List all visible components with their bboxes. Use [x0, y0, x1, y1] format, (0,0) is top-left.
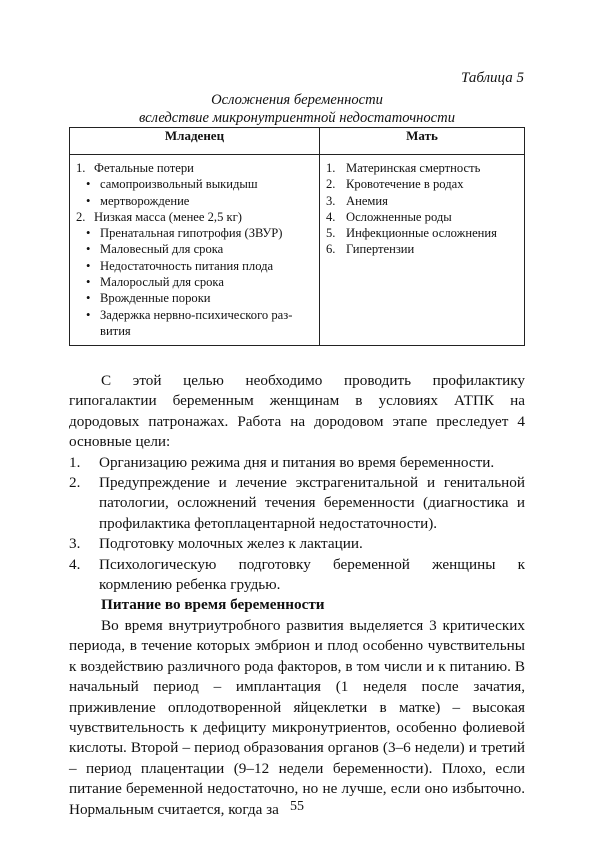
paragraph-nutrition: Во время внутриутробного развития выделяется 3 критических периода, в течение которых эмбрион и плод особенно чувствительны к воздействию различного рода факторов, в том числи и к питанию. В начальный период – имплантация (1 неделя после зачатия, приживление оплодотворенной яйцеклетки в матке) – высокая чувствительность к дефициту микронутриентов, особенно фолиевой кислоты. Второй – период образования органов (3–6 недели) и третий – период плацентации (9–12 недели беременности). Плохо, если питание беременной недостаточно, но не лучше, если оно избыточно. Нормальным считается, когда за	[69, 616, 525, 818]
list-item	[76, 225, 313, 241]
list-number: 1.	[69, 453, 81, 471]
list-number: 2.	[69, 474, 81, 492]
infant-group-2	[76, 209, 313, 225]
list-item-text: Предупреждение и лечение экстрагенитальной и генитальной патологии, осложнений течения беременности (диагностика и профилактика фетоплацентарной недостаточности).	[99, 474, 525, 532]
list-item	[326, 160, 518, 176]
complications-table	[69, 127, 525, 346]
list-number: 2.	[76, 209, 86, 224]
goals-list	[69, 453, 525, 596]
list-item-text: вития	[100, 323, 131, 338]
list-item	[76, 274, 313, 290]
list-item-text: Анемия	[346, 193, 388, 208]
list-item-text: Организацию режима дня и питания во время беременности.	[99, 453, 495, 471]
list-item	[76, 241, 313, 257]
table-header-row	[70, 128, 525, 155]
list-item	[326, 176, 518, 192]
section-heading: Питание во время беременности	[101, 596, 325, 614]
list-number: 4.	[69, 555, 81, 573]
list-item	[326, 241, 518, 257]
infant-group-2-bullets	[76, 225, 313, 339]
paragraph-intro: С этой целью необходимо проводить профилактику гипогалактии беременным женщинам в условиях АТПК на дородовых патронажах. Работа на дородовом этапе преследует 4 основные цели:	[69, 372, 525, 451]
list-item-text: Гипертензии	[346, 242, 415, 257]
bullet-icon: •	[86, 258, 91, 273]
list-number: 3.	[326, 193, 336, 208]
list-number: 3.	[69, 535, 81, 553]
list-item-text: Материнская смертность	[346, 161, 481, 175]
body-text	[69, 371, 525, 820]
bullet-icon: •	[86, 307, 91, 322]
list-item	[69, 473, 525, 534]
list-number: 5.	[326, 226, 336, 241]
list-number: 1.	[76, 161, 86, 175]
list-item	[69, 555, 525, 596]
list-item-text: Задержка нервно-психического раз-	[100, 307, 293, 322]
list-item-text: Низкая масса (менее 2,5 кг)	[94, 209, 243, 224]
page-number: 55	[290, 799, 304, 814]
list-item-text: Фетальные потери	[94, 161, 194, 175]
list-item	[69, 534, 525, 554]
list-item-continuation	[76, 323, 313, 339]
list-item-text: Малорослый для срока	[100, 275, 224, 290]
table-caption	[69, 91, 525, 127]
table-number-label: Таблица 5	[461, 70, 524, 86]
list-item	[326, 225, 518, 241]
list-item-text: Недостаточность питания плода	[100, 258, 274, 273]
infant-cell	[70, 155, 320, 346]
header-infant: Младенец	[70, 128, 320, 155]
list-number: 2.	[326, 177, 336, 192]
list-number: 1.	[326, 161, 336, 175]
list-item-text: Осложненные роды	[346, 209, 452, 224]
infant-group-1	[76, 160, 313, 176]
list-item	[76, 258, 313, 274]
caption-line-2: вследствие микронутриентной недостаточности	[138, 110, 456, 126]
list-item-text: Инфекционные осложнения	[346, 226, 497, 241]
list-item-text: Подготовку молочных желез к лактации.	[99, 535, 363, 553]
mother-list	[326, 160, 518, 258]
list-item-text: Маловесный для срока	[100, 242, 224, 257]
list-item-text: самопроизвольный выкидыш	[100, 177, 258, 192]
list-item-text: Кровотечение в родах	[346, 177, 464, 192]
mother-cell	[320, 155, 525, 346]
list-item	[69, 453, 525, 473]
list-number: 4.	[326, 209, 336, 224]
bullet-icon: •	[86, 177, 91, 192]
list-item	[76, 193, 313, 209]
bullet-icon: •	[86, 275, 91, 290]
caption-line-1: Осложнения беременности	[211, 92, 383, 108]
table-row	[70, 155, 525, 346]
header-mother: Мать	[320, 128, 525, 155]
list-item	[326, 193, 518, 209]
infant-group-1-bullets	[76, 176, 313, 209]
list-item	[76, 176, 313, 192]
bullet-icon: •	[86, 242, 91, 257]
list-item-text: Пренатальная гипотрофия (ЗВУР)	[100, 226, 283, 241]
list-item-text: Врожденные пороки	[100, 291, 211, 306]
bullet-icon: •	[86, 193, 91, 208]
bullet-icon: •	[86, 291, 91, 306]
list-item	[326, 209, 518, 225]
bullet-icon: •	[86, 226, 91, 241]
list-item	[76, 307, 313, 323]
list-item	[76, 290, 313, 306]
list-number: 6.	[326, 242, 336, 257]
list-item-text: Психологическую подготовку беременной женщины к кормлению ребенка грудью.	[99, 555, 525, 594]
list-item-text: мертворождение	[100, 193, 190, 208]
